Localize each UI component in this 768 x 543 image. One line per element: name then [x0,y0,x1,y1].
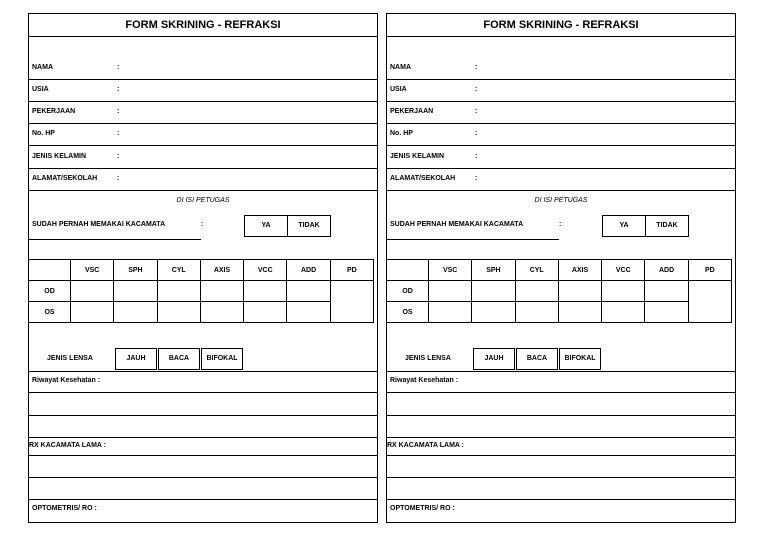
optometris-label: OPTOMETRIS/ RO : [390,505,455,512]
row-label-os: OS [29,302,71,323]
table-corner-cell [387,260,429,281]
rx-lama-line-1[interactable] [29,455,377,456]
screening-form-left [28,13,378,523]
table-cell[interactable] [200,302,243,323]
header-cyl: CYL [515,260,558,281]
table-cell[interactable] [244,281,287,302]
field-label-pekerjaan: PEKERJAAN [390,108,434,115]
field-line-nama[interactable] [29,79,377,80]
field-colon: : [117,130,120,137]
field-colon: : [117,175,120,182]
header-add: ADD [287,260,330,281]
field-label-alamat-sekolah: ALAMAT/SEKOLAH [390,175,456,182]
table-cell[interactable] [114,302,157,323]
lensa-baca-option[interactable]: BACA [158,348,200,370]
kacamata-question: SUDAH PERNAH MEMAKAI KACAMATA [390,221,524,228]
table-cell[interactable] [472,302,515,323]
header-axis: AXIS [200,260,243,281]
rx-lama-label: RX KACAMATA LAMA : [387,442,464,449]
rx-lama-line-2[interactable] [387,477,735,478]
field-label-no-hp: No. HP [32,130,55,137]
field-label-nama: NAMA [390,64,411,71]
table-cell[interactable] [558,302,601,323]
field-label-pekerjaan: PEKERJAAN [32,108,76,115]
kacamata-colon: : [559,221,562,228]
form-title: FORM SKRINING - REFRAKSI [387,14,735,37]
refraction-table [387,259,732,323]
lensa-jauh-option[interactable]: JAUH [473,348,515,370]
lensa-bifokal-option[interactable]: BIFOKAL [201,348,243,370]
table-cell[interactable] [287,281,330,302]
table-cell[interactable] [515,281,558,302]
pd-cell[interactable] [688,281,731,323]
table-cell[interactable] [645,302,688,323]
screening-form-right [386,13,736,523]
tidak-checkbox[interactable]: TIDAK [645,215,689,237]
table-cell[interactable] [71,302,114,323]
field-label-usia: USIA [32,86,49,93]
kacamata-underline [29,239,201,240]
row-label-od: OD [387,281,429,302]
rx-lama-label: RX KACAMATA LAMA : [29,442,106,449]
field-colon: : [475,175,478,182]
field-colon: : [475,130,478,137]
field-label-nama: NAMA [32,64,53,71]
riwayat-line-2[interactable] [29,415,377,416]
header-add: ADD [645,260,688,281]
table-cell[interactable] [287,302,330,323]
field-line-pekerjaan[interactable] [387,123,735,124]
field-line-jenis-kelamin[interactable] [29,168,377,169]
field-label-usia: USIA [390,86,407,93]
table-cell[interactable] [558,281,601,302]
header-vcc: VCC [602,260,645,281]
table-cell[interactable] [602,302,645,323]
table-corner-cell [29,260,71,281]
header-pd: PD [688,260,731,281]
table-cell[interactable] [602,281,645,302]
header-cyl: CYL [157,260,200,281]
kacamata-question: SUDAH PERNAH MEMAKAI KACAMATA [32,221,166,228]
field-line-jenis-kelamin[interactable] [387,168,735,169]
lensa-underline [387,371,735,372]
jenis-lensa-label: JENIS LENSA [47,355,93,362]
riwayat-line-3[interactable] [29,437,377,438]
table-cell[interactable] [429,281,472,302]
field-line-usia[interactable] [387,101,735,102]
lensa-baca-option[interactable]: BACA [516,348,558,370]
header-pd: PD [330,260,373,281]
field-colon: : [475,108,478,115]
rx-lama-line-1[interactable] [387,455,735,456]
header-vsc: VSC [429,260,472,281]
field-colon: : [117,86,120,93]
field-line-no-hp[interactable] [387,145,735,146]
row-label-od: OD [29,281,71,302]
field-colon: : [475,153,478,160]
form-title: FORM SKRINING - REFRAKSI [29,14,377,37]
table-cell[interactable] [157,302,200,323]
rx-lama-line-3[interactable] [29,499,377,500]
table-cell[interactable] [157,281,200,302]
field-label-alamat-sekolah: ALAMAT/SEKOLAH [32,175,98,182]
field-colon: : [117,64,120,71]
table-cell[interactable] [71,281,114,302]
header-sph: SPH [114,260,157,281]
rx-lama-line-2[interactable] [29,477,377,478]
riwayat-line-1[interactable] [29,392,377,393]
field-label-jenis-kelamin: JENIS KELAMIN [32,153,87,160]
jenis-lensa-label: JENIS LENSA [405,355,451,362]
petugas-note: DI ISI PETUGAS [176,197,230,204]
riwayat-line-3[interactable] [387,437,735,438]
riwayat-label: Riwayat Kesehatan : [32,377,101,384]
field-colon: : [117,153,120,160]
riwayat-line-2[interactable] [387,415,735,416]
table-cell[interactable] [515,302,558,323]
kacamata-underline [387,239,559,240]
kacamata-colon: : [201,221,204,228]
field-line-alamat-sekolah[interactable] [29,190,377,191]
row-label-os: OS [387,302,429,323]
refraction-table [29,259,374,323]
petugas-note: DI ISI PETUGAS [534,197,588,204]
optometris-label: OPTOMETRIS/ RO : [32,505,97,512]
field-colon: : [475,86,478,93]
field-line-usia[interactable] [29,101,377,102]
table-cell[interactable] [472,281,515,302]
field-colon: : [475,64,478,71]
pd-cell[interactable] [330,281,373,323]
field-line-pekerjaan[interactable] [29,123,377,124]
table-cell[interactable] [244,302,287,323]
field-label-jenis-kelamin: JENIS KELAMIN [390,153,445,160]
header-axis: AXIS [558,260,601,281]
lensa-underline [29,371,377,372]
lensa-jauh-option[interactable]: JAUH [115,348,157,370]
riwayat-line-1[interactable] [387,392,735,393]
table-cell[interactable] [200,281,243,302]
table-cell[interactable] [114,281,157,302]
field-line-no-hp[interactable] [29,145,377,146]
rx-lama-line-3[interactable] [387,499,735,500]
tidak-checkbox[interactable]: TIDAK [287,215,331,237]
header-sph: SPH [472,260,515,281]
lensa-bifokal-option[interactable]: BIFOKAL [559,348,601,370]
table-cell[interactable] [429,302,472,323]
field-line-alamat-sekolah[interactable] [387,190,735,191]
ya-checkbox[interactable]: YA [244,215,288,237]
field-line-nama[interactable] [387,79,735,80]
ya-checkbox[interactable]: YA [602,215,646,237]
header-vsc: VSC [71,260,114,281]
field-label-no-hp: No. HP [390,130,413,137]
field-colon: : [117,108,120,115]
riwayat-label: Riwayat Kesehatan : [390,377,459,384]
table-cell[interactable] [645,281,688,302]
header-vcc: VCC [244,260,287,281]
